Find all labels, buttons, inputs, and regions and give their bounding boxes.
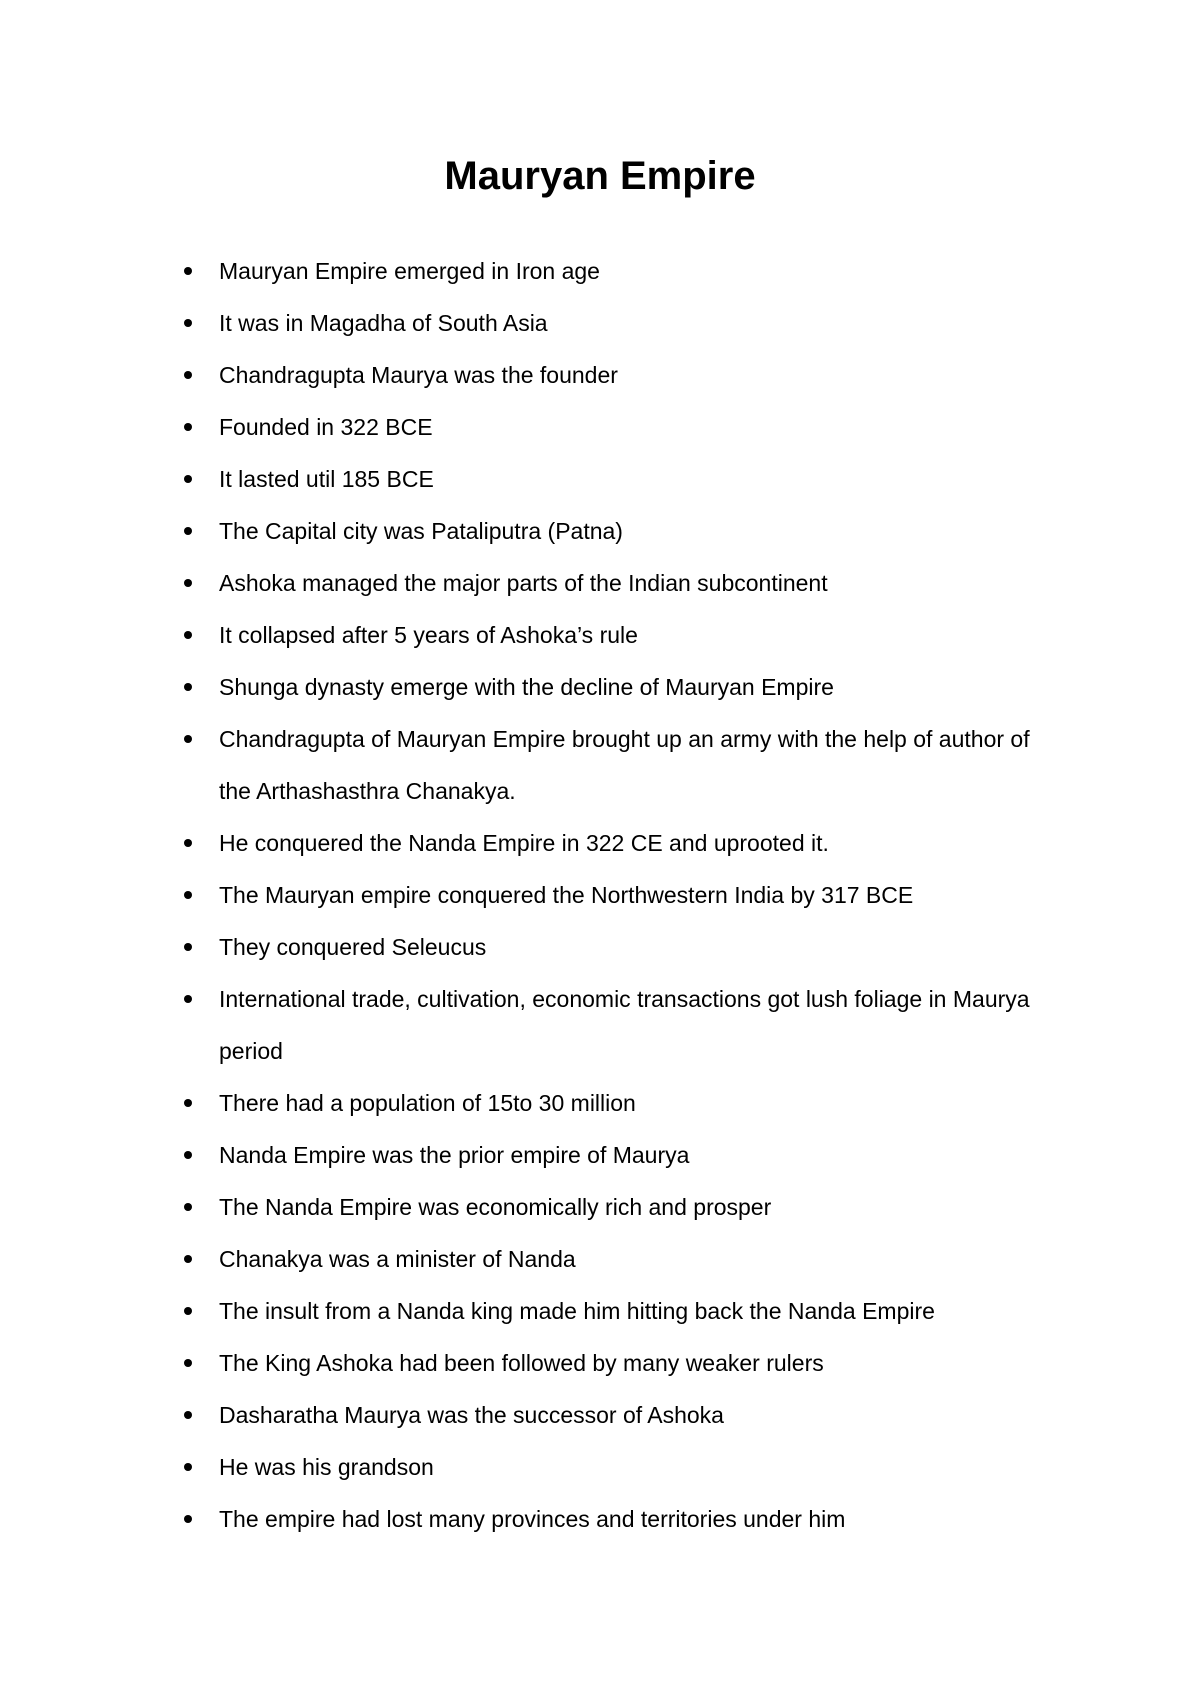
list-item-text: The Nanda Empire was economically rich and prosper [219,1194,772,1220]
bullet-icon [184,631,192,639]
bullet-icon [184,579,192,587]
list-item [0,245,1200,297]
bullet-icon [184,1099,192,1107]
list-item [0,973,1200,1077]
list-item [0,1129,1200,1181]
list-item [0,1493,1200,1545]
bullet-icon [184,475,192,483]
list-item-text: He conquered the Nanda Empire in 322 CE and uprooted it. [219,830,829,856]
bullet-icon [184,527,192,535]
bullet-icon [184,319,192,327]
bullet-icon [184,1307,192,1315]
bullet-icon [184,1411,192,1419]
list-item-text: The King Ashoka had been followed by many weaker rulers [219,1350,824,1376]
list-item-text: The Capital city was Pataliputra (Patna) [219,518,623,544]
bullet-icon [184,1151,192,1159]
list-item-text: They conquered Seleucus [219,934,487,960]
list-item [0,869,1200,921]
list-item-text: Nanda Empire was the prior empire of Maurya [219,1142,690,1168]
list-item [0,297,1200,349]
bullet-icon [184,371,192,379]
list-item [0,453,1200,505]
list-item [0,1441,1200,1493]
bullet-icon [184,267,192,275]
list-item [0,661,1200,713]
list-item-text: The insult from a Nanda king made him hitting back the Nanda Empire [219,1298,935,1324]
list-item [0,817,1200,869]
list-item [0,557,1200,609]
list-item-text: Chandragupta Maurya was the founder [219,362,618,388]
page-title: Mauryan Empire [444,154,756,198]
list-item [0,505,1200,557]
bullet-icon [184,839,192,847]
list-item-text: Founded in 322 BCE [219,414,433,440]
list-item-text: Mauryan Empire emerged in Iron age [219,258,600,284]
bullet-icon [184,1203,192,1211]
bullet-icon [184,1515,192,1523]
list-item-text: Chandragupta of Mauryan Empire brought up an army with the help of author of the Arthashasthra Chanakya. [219,726,1030,804]
bullet-list [0,245,1200,1545]
bullet-icon [184,995,192,1003]
bullet-icon [184,1359,192,1367]
list-item [0,1389,1200,1441]
list-item-text: It lasted util 185 BCE [219,466,434,492]
list-item-text: Dasharatha Maurya was the successor of Ashoka [219,1402,724,1428]
list-item [0,1181,1200,1233]
bullet-icon [184,735,192,743]
list-item [0,1233,1200,1285]
list-item-text: Ashoka managed the major parts of the Indian subcontinent [219,570,828,596]
bullet-icon [184,683,192,691]
bullet-icon [184,423,192,431]
list-item-text: The empire had lost many provinces and territories under him [219,1506,846,1532]
list-item-text: There had a population of 15to 30 million [219,1090,636,1116]
bullet-icon [184,943,192,951]
list-item-text: International trade, cultivation, economic transactions got lush foliage in Maurya period [219,986,1030,1064]
list-item-text: It was in Magadha of South Asia [219,310,548,336]
bullet-icon [184,891,192,899]
list-item [0,713,1200,817]
list-item [0,1077,1200,1129]
list-item [0,401,1200,453]
bullet-icon [184,1255,192,1263]
list-item-text: It collapsed after 5 years of Ashoka’s rule [219,622,638,648]
list-item-text: He was his grandson [219,1454,434,1480]
list-item [0,1337,1200,1389]
list-item-text: Shunga dynasty emerge with the decline of Mauryan Empire [219,674,834,700]
list-item [0,609,1200,661]
list-item [0,349,1200,401]
list-item [0,921,1200,973]
bullet-icon [184,1463,192,1471]
list-item-text: The Mauryan empire conquered the Northwestern India by 317 BCE [219,882,914,908]
list-item-text: Chanakya was a minister of Nanda [219,1246,576,1272]
list-item [0,1285,1200,1337]
